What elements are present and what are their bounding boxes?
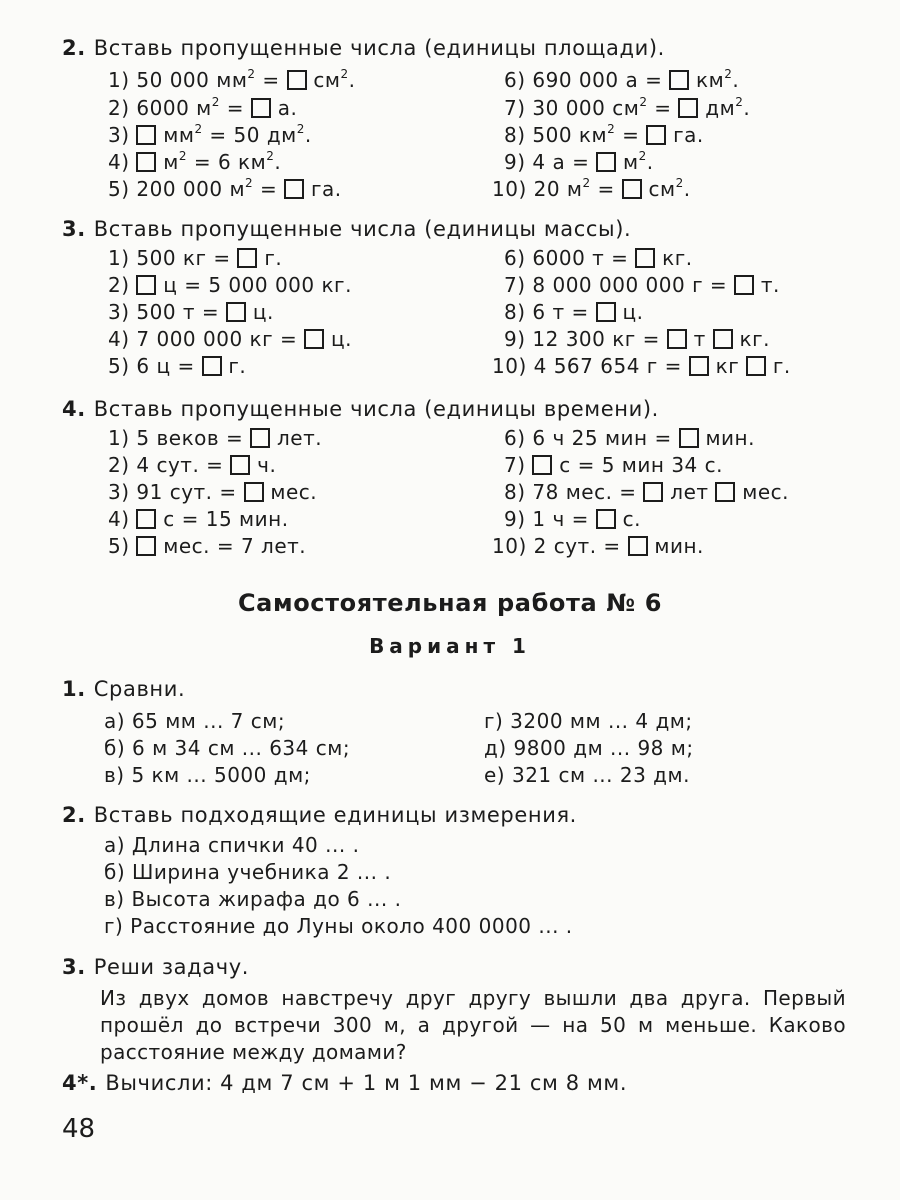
task-3-item-5: 5) 6 ц = г. (108, 354, 247, 378)
answer-box[interactable] (679, 428, 699, 448)
task-2-item-1: 1) 50 000 $мм^2 = см^2$. (108, 67, 356, 92)
task-4-item-9: 9) 1 ч = с. (504, 507, 641, 531)
task-4-item-1: 1) 5 веков = лет. (108, 426, 323, 450)
task-3-item-3: 3) 500 т = ц. (108, 300, 274, 324)
task-2-heading: 2. Вставь пропущенные числа (единицы площади). (62, 36, 665, 60)
answer-box[interactable] (669, 70, 689, 90)
sw-task-4: 4*. Вычисли: 4 дм 7 см + 1 м 1 мм − 21 см 8 мм. (62, 1071, 628, 1095)
answer-box[interactable] (746, 356, 766, 376)
task-2-item-3: 3) $мм^2 = 50$ $дм^2$. (108, 122, 312, 147)
answer-box[interactable] (237, 248, 257, 268)
compare-e: д) 9800 дм ... 98 м; (484, 736, 694, 760)
compare-b: б) 6 м 34 см ... 634 см; (104, 736, 351, 760)
task-2-item-2: 2) 6000 $м^2 = а$. (108, 95, 298, 120)
task-2-item-6: 6) 690 000 $а = км^2$. (504, 67, 740, 92)
answer-box[interactable] (734, 275, 754, 295)
task-3-item-10: 10) 4 567 654 г = кг г. (492, 354, 791, 378)
task-2-item-7: 7) 30 000 $см^2 = дм^2$. (504, 95, 751, 120)
answer-box[interactable] (678, 98, 698, 118)
task-2-item-8: 8) 500 $км^2$ = га. (504, 122, 704, 147)
task-3-item-7: 7) 8 000 000 000 г = т. (504, 273, 780, 297)
task-4-item-5: 5) мес. = 7 лет. (108, 534, 307, 558)
task-2-item-4: 4) $м^2 = 6$ $км^2$. (108, 149, 282, 174)
answer-box[interactable] (596, 152, 616, 172)
task-3-item-2: 2) ц = 5 000 000 кг. (108, 273, 352, 297)
answer-box[interactable] (136, 509, 156, 529)
section-title: Самостоятельная работа № 6 (237, 589, 663, 617)
answer-box[interactable] (646, 125, 666, 145)
answer-box[interactable] (230, 455, 250, 475)
task-2-item-5: 5) 200 000 $м^2$ = га. (108, 176, 342, 201)
task-3-item-8: 8) 6 т = ц. (504, 300, 644, 324)
compare-f: е) 321 см ... 23 дм. (484, 763, 690, 787)
task-4-item-6: 6) 6 ч 25 мин = мин. (504, 426, 755, 450)
answer-box[interactable] (226, 302, 246, 322)
sw-task-3-heading: 3. Реши задачу. (62, 955, 250, 979)
task-2-item-10: 10) 20 $м^2 = см^2$. (492, 176, 691, 201)
answer-box[interactable] (136, 536, 156, 556)
task-3-heading: 3. Вставь пропущенные числа (единицы массы). (62, 217, 632, 241)
task-4-item-4: 4) с = 15 мин. (108, 507, 289, 531)
answer-box[interactable] (667, 329, 687, 349)
answer-box[interactable] (635, 248, 655, 268)
compare-d: г) 3200 мм ... 4 дм; (484, 709, 693, 733)
task-4-item-2: 2) 4 сут. = ч. (108, 453, 277, 477)
page-number: 48 (62, 1114, 96, 1144)
variant-title: Вариант 1 (369, 634, 531, 658)
task-3-item-9: 9) 12 300 кг = т кг. (504, 327, 770, 351)
units-item-b: б) Ширина учебника 2 ... . (104, 860, 392, 884)
answer-box[interactable] (532, 455, 552, 475)
answer-box[interactable] (250, 428, 270, 448)
word-problem-text: Из двух домов навстречу друг другу вышли два друга. Первый прошёл до встречи 300 м, а другой — на 50 м меньше. Каково расстояние между домами? (100, 986, 846, 1064)
answer-box[interactable] (643, 482, 663, 502)
answer-box[interactable] (304, 329, 324, 349)
answer-box[interactable] (287, 70, 307, 90)
task-3-item-4: 4) 7 000 000 кг = ц. (108, 327, 352, 351)
answer-box[interactable] (244, 482, 264, 502)
task-4-heading: 4. Вставь пропущенные числа (единицы времени). (62, 397, 659, 421)
answer-box[interactable] (202, 356, 222, 376)
answer-box[interactable] (136, 125, 156, 145)
units-item-a: а) Длина спички 40 ... . (104, 833, 360, 857)
answer-box[interactable] (136, 275, 156, 295)
task-4-item-7: 7) с = 5 мин 34 с. (504, 453, 723, 477)
answer-box[interactable] (251, 98, 271, 118)
answer-box[interactable] (689, 356, 709, 376)
answer-box[interactable] (713, 329, 733, 349)
compare-a: а) 65 мм ... 7 см; (104, 709, 286, 733)
task-3-item-1: 1) 500 кг = г. (108, 246, 283, 270)
answer-box[interactable] (284, 179, 304, 199)
task-3-item-6: 6) 6000 т = кг. (504, 246, 693, 270)
answer-box[interactable] (628, 536, 648, 556)
task-4-item-8: 8) 78 мес. = лет мес. (504, 480, 789, 504)
answer-box[interactable] (596, 509, 616, 529)
sw-task-1-heading: 1. Сравни. (62, 677, 186, 701)
answer-box[interactable] (136, 152, 156, 172)
answer-box[interactable] (596, 302, 616, 322)
units-item-c: в) Высота жирафа до 6 ... . (104, 887, 402, 911)
task-4-item-3: 3) 91 сут. = мес. (108, 480, 318, 504)
compare-c: в) 5 км ... 5000 дм; (104, 763, 311, 787)
task-4-item-10: 10) 2 сут. = мин. (492, 534, 704, 558)
answer-box[interactable] (715, 482, 735, 502)
units-item-d: г) Расстояние до Луны около 400 0000 ... . (104, 914, 573, 938)
sw-task-2-heading: 2. Вставь подходящие единицы измерения. (62, 803, 577, 827)
task-2-item-9: 9) 4 $а = м^2$. (504, 149, 654, 174)
answer-box[interactable] (622, 179, 642, 199)
